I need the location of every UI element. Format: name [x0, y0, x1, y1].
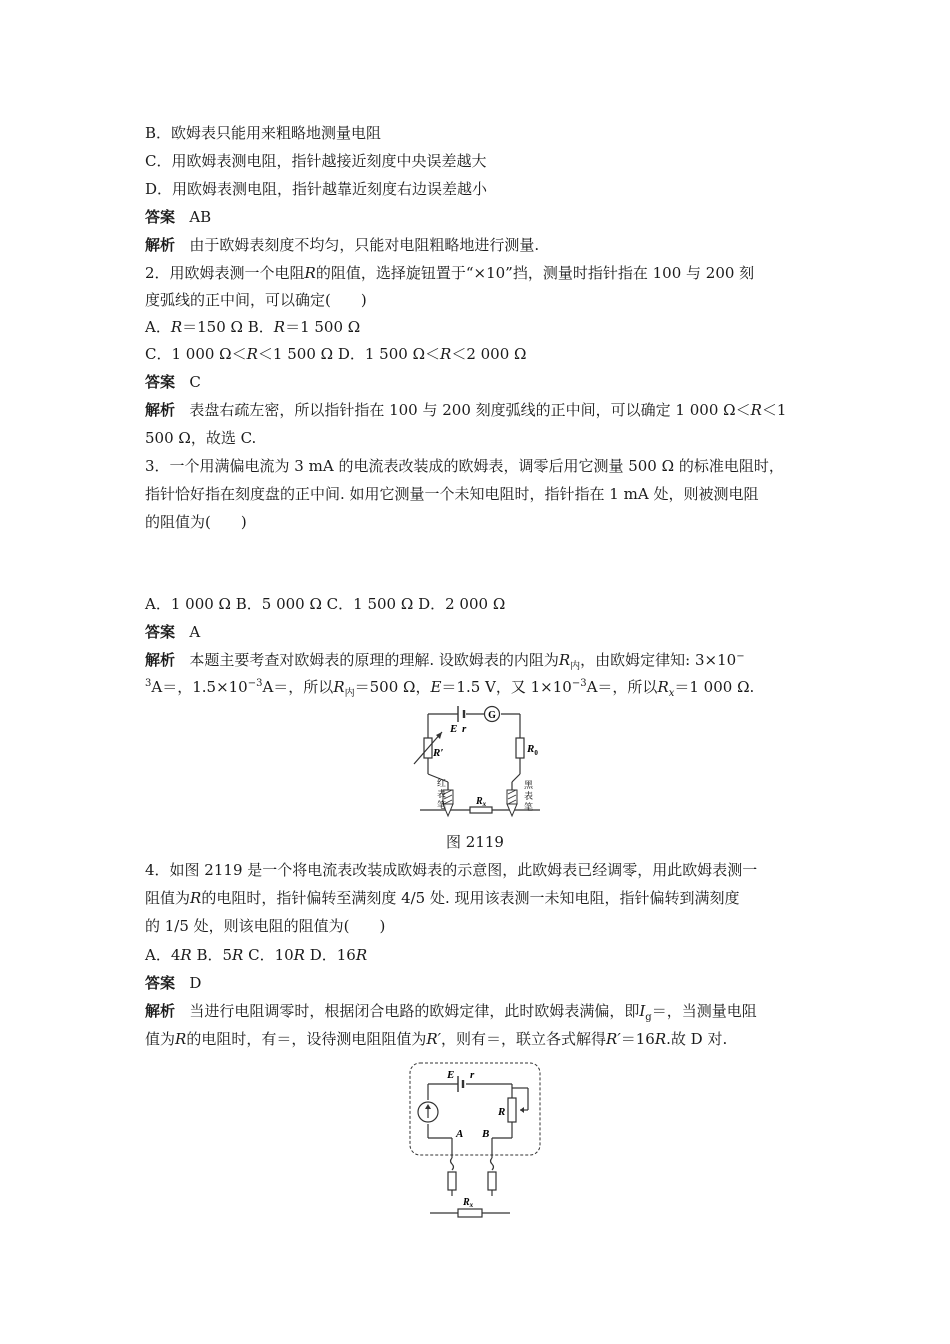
text: ＝1 500 Ω: [285, 318, 361, 336]
var: R: [657, 678, 669, 696]
var: R: [232, 946, 244, 964]
text: C．1 000 Ω＜: [145, 345, 247, 363]
var: R: [293, 946, 305, 964]
text: 的电阻时，指针偏转至满刻度 4/5 处. 现用该表测一未知电阻，指针偏转到满刻度: [201, 889, 740, 907]
var: R: [180, 946, 192, 964]
answer-q4: [145, 973, 201, 993]
sub: 内: [344, 688, 355, 699]
rx-main: R: [476, 796, 483, 807]
var: R: [175, 1030, 187, 1048]
question-3-line2: [145, 484, 758, 504]
internal-resistance-label: r: [470, 1069, 475, 1081]
text: .故 D 对.: [666, 1030, 728, 1048]
sup: −3: [247, 678, 263, 689]
rheostat-label: R: [498, 1106, 506, 1118]
rx-sub: x: [469, 1201, 474, 1209]
analysis-q4-line1: [145, 1001, 757, 1021]
answer-value: AB: [189, 208, 212, 226]
var: E: [430, 678, 442, 696]
analysis-q2-line1: [145, 400, 786, 420]
var: R: [190, 889, 202, 907]
var: R: [750, 401, 762, 419]
text: ，则有＝，联立各式解得: [441, 1030, 607, 1048]
option-c-q1: [145, 151, 486, 171]
text: ＝150 Ω B．: [182, 318, 274, 336]
text: 的 1/5 处，则该电阻的阻值为( ): [145, 917, 386, 935]
ohmmeter-circuit-figure: [400, 700, 560, 825]
var: R: [654, 1030, 667, 1048]
answer-q1: [145, 207, 211, 227]
text: A．4: [145, 946, 181, 964]
answer-value: A: [189, 623, 201, 641]
answer-q2: [145, 372, 201, 392]
question-4-line2: [145, 888, 740, 908]
var: R: [333, 678, 345, 696]
sup: −: [736, 651, 745, 662]
analysis-q3-line2: [145, 677, 754, 697]
rx-main: R: [463, 1197, 470, 1208]
analysis-q2-line2: [145, 428, 256, 448]
text: ，由欧姆定律知: 3×10: [580, 651, 737, 669]
answer-value: D: [189, 974, 202, 992]
ohmmeter-box-figure: [400, 1058, 550, 1223]
analysis-q4-line2: [145, 1029, 727, 1049]
sub: 内: [570, 661, 581, 672]
question-4-line1: [145, 860, 757, 880]
question-4-options: [145, 945, 367, 965]
black-pen-char: 表: [524, 791, 534, 801]
text: ＜2 000 Ω: [451, 345, 527, 363]
emf-label: E: [450, 723, 458, 735]
sup: −3: [571, 678, 587, 689]
sup: 3: [145, 678, 152, 689]
answer-label: 答案: [145, 208, 176, 226]
answer-value: C: [189, 373, 201, 391]
var: R′: [606, 1030, 621, 1048]
terminal-a-label: A: [456, 1128, 464, 1140]
text: A＝，所以: [262, 678, 334, 696]
text: A．1 000 Ω B．5 000 Ω C．1 500 Ω D．2 000 Ω: [145, 595, 506, 613]
text: 当进行电阻调零时，根据闭合电路的欧姆定律，此时欧姆表满偏，即: [189, 1002, 640, 1020]
answer-label: 答案: [145, 373, 176, 391]
r0-sub: 0: [534, 749, 538, 757]
option-text: D．用欧姆表测电阻，指针越靠近刻度右边误差越小: [145, 180, 488, 198]
var: R: [440, 345, 452, 363]
text: 本题主要考查对欧姆表的原理的理解. 设欧姆表的内阻为: [189, 651, 559, 669]
question-4-line3: [145, 916, 385, 936]
sub: g: [645, 1012, 652, 1023]
text: 2．用欧姆表测一个电阻: [145, 264, 305, 282]
r0-main: R: [527, 743, 535, 755]
red-pen-char: 红: [437, 778, 447, 788]
text: 的阻值为( ): [145, 513, 247, 531]
rx-label: [475, 796, 487, 808]
text: 3．一个用满偏电流为 3 mA 的电流表改装成的欧姆表，调零后用它测量 500 Ω 的标准电阻时，: [145, 457, 784, 475]
question-2-options-cd: [145, 344, 526, 364]
terminal-b-label: B: [482, 1128, 490, 1140]
slider-arrow-icon: [520, 1107, 524, 1113]
text: ＝500 Ω，: [354, 678, 431, 696]
text: A．: [145, 318, 171, 336]
emf-label: E: [447, 1069, 455, 1081]
text: ＝16: [620, 1030, 655, 1048]
variable-resistor-label: R′: [433, 747, 444, 759]
text: ＝1 000 Ω.: [674, 678, 755, 696]
analysis-label: 解析: [145, 236, 176, 254]
question-2-options-ab: [145, 317, 360, 337]
text: A＝，所以: [586, 678, 658, 696]
analysis-label: 解析: [145, 1002, 176, 1020]
var: R: [246, 345, 258, 363]
question-3-line1: [145, 456, 784, 476]
text: 值为: [145, 1030, 176, 1048]
text: ＜1 500 Ω D．1 500 Ω＜: [257, 345, 441, 363]
text: ＜1: [761, 401, 787, 419]
answer-label: 答案: [145, 974, 176, 992]
var: R′: [426, 1030, 442, 1048]
text: 表盘右疏左密，所以指针指在 100 与 200 刻度弧线的正中间，可以确定 1 000 Ω＜: [189, 401, 751, 419]
text: ＝，当测量电阻: [651, 1002, 757, 1020]
answer-label: 答案: [145, 623, 176, 641]
galvanometer-label: G: [488, 710, 496, 721]
text: C．10: [243, 946, 294, 964]
question-3-options: [145, 594, 505, 614]
var: R: [558, 651, 571, 669]
var: R: [355, 946, 368, 964]
text: 阻值为: [145, 889, 191, 907]
red-pen-char: 笔: [437, 800, 447, 810]
text: 的电阻时，有＝，设待测电阻阻值为: [186, 1030, 427, 1048]
answer-q3: [145, 622, 200, 642]
question-2-line2: [145, 290, 367, 310]
var: R: [170, 318, 183, 336]
question-3-line3: [145, 512, 247, 532]
var: R: [304, 264, 316, 282]
option-text: B．欧姆表只能用来粗略地测量电阻: [145, 124, 382, 142]
option-d-q1: [145, 179, 487, 199]
r0-label: [526, 743, 538, 757]
text: D．16: [304, 946, 356, 964]
option-b-q1: [145, 123, 381, 143]
rx-label: [462, 1197, 474, 1209]
text: 的阻值，选择旋钮置于“×10”挡，测量时指针指在 100 与 200 刻: [315, 264, 755, 282]
analysis-label: 解析: [145, 401, 176, 419]
text: A＝，1.5×10: [151, 678, 248, 696]
analysis-label: 解析: [145, 651, 176, 669]
analysis-text: 由于欧姆表刻度不均匀，只能对电阻粗略地进行测量.: [189, 236, 540, 254]
text: 4．如图 2119 是一个将电流表改装成欧姆表的示意图，此欧姆表已经调零，用此欧姆表测一: [145, 861, 758, 879]
text: ＝1.5 V，又 1×10: [441, 678, 572, 696]
internal-resistance-label: r: [462, 723, 467, 735]
rx-sub: x: [482, 800, 487, 808]
black-pen-char: 笔: [524, 802, 534, 812]
question-2-line1: [145, 263, 754, 283]
option-text: C．用欧姆表测电阻，指针越接近刻度中央误差越大: [145, 152, 487, 170]
sub: x: [668, 688, 675, 699]
text: B．5: [191, 946, 233, 964]
black-pen-icon: [507, 790, 517, 816]
var: R: [273, 318, 286, 336]
red-pen-char: 表: [437, 789, 447, 799]
analysis-q1: [145, 235, 539, 255]
figure-caption: 图 2119: [446, 833, 504, 851]
analysis-q3-line1: [145, 650, 745, 670]
text: 500 Ω，故选 C.: [145, 429, 257, 447]
black-pen-char: 黑: [524, 780, 534, 790]
text: 指针恰好指在刻度盘的正中间. 如用它测量一个未知电阻时，指针指在 1 mA 处，则被测电阻: [145, 485, 759, 503]
var: I: [639, 1002, 646, 1020]
text: 度弧线的正中间，可以确定( ): [145, 291, 367, 309]
